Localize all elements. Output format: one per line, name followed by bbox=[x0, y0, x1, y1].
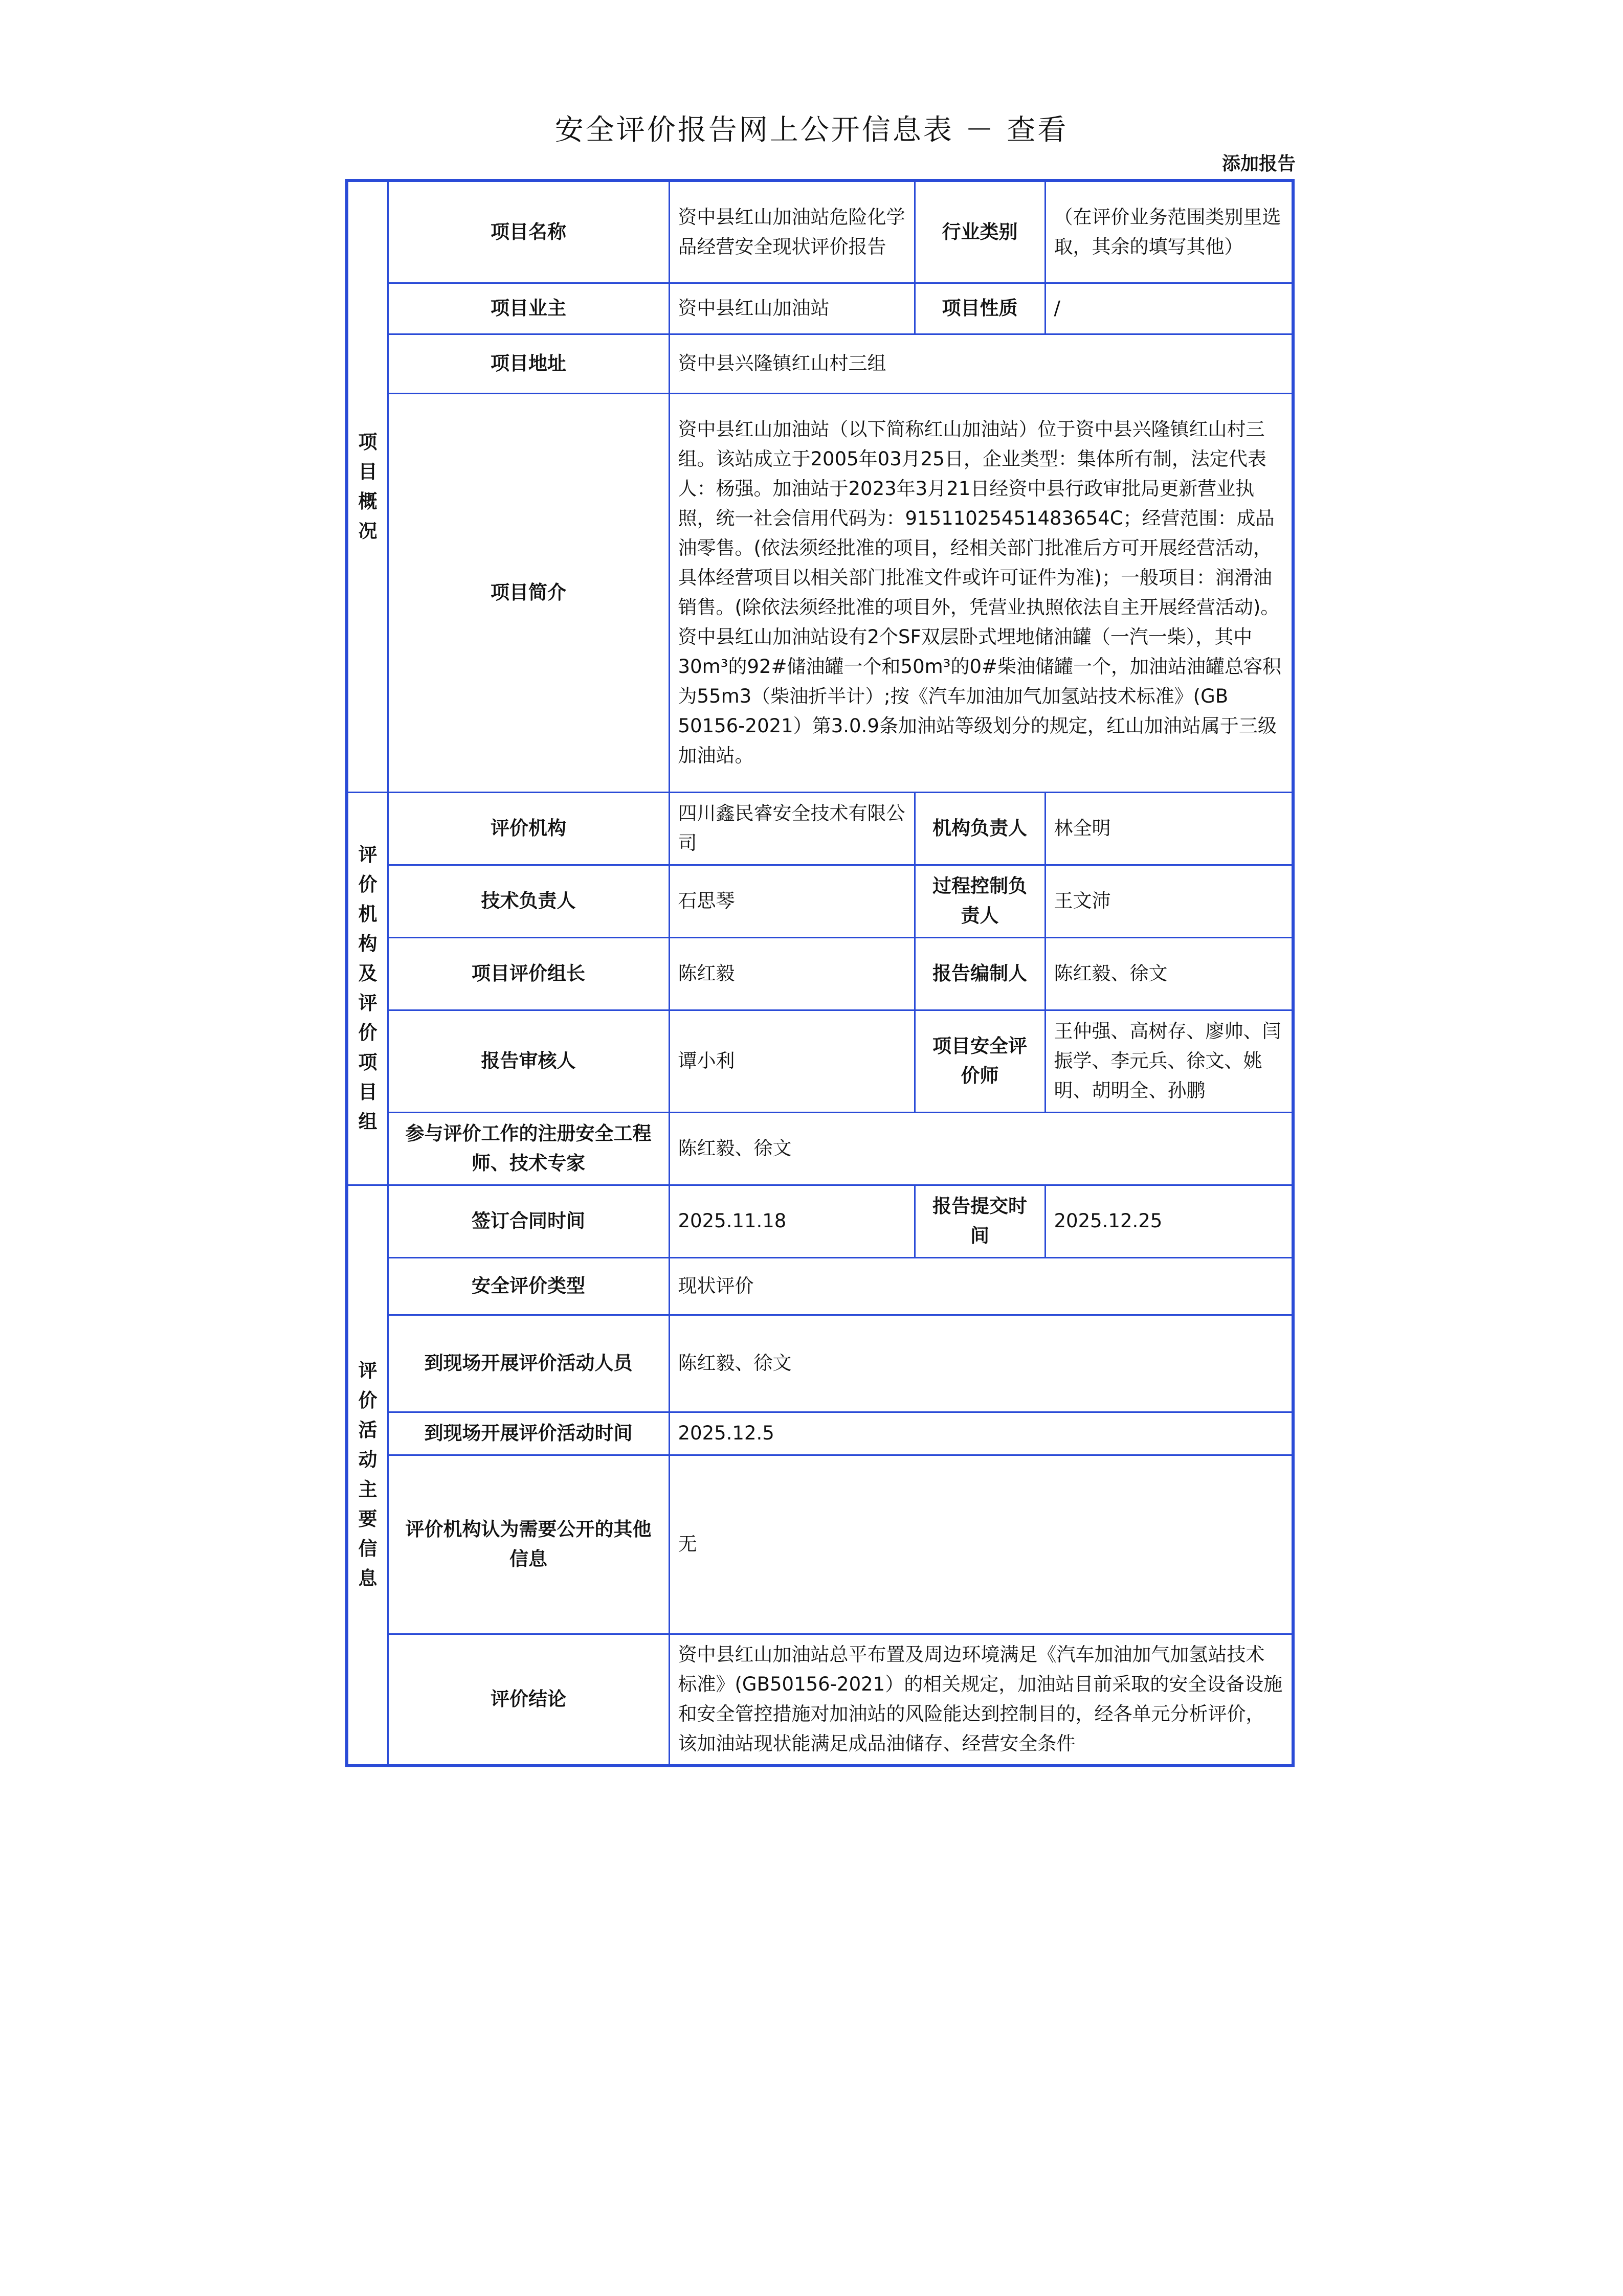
conclusion-label: 评价结论 bbox=[388, 1634, 669, 1766]
eval-type-label: 安全评价类型 bbox=[388, 1257, 669, 1315]
site-time-label: 到现场开展评价活动时间 bbox=[388, 1412, 669, 1455]
evaluators-label: 项目安全评价师 bbox=[915, 1010, 1045, 1112]
submit-date-value: 2025.12.25 bbox=[1045, 1185, 1293, 1257]
intro-value bbox=[669, 393, 1293, 792]
experts-value: 陈红毅、徐文 bbox=[669, 1112, 1293, 1185]
evaluators-value: 王仲强、高树存、廖帅、闫振学、李元兵、徐文、姚明、胡明全、孙鹏 bbox=[1045, 1010, 1293, 1112]
reviewer-label: 报告审核人 bbox=[388, 1010, 669, 1112]
owner-label: 项目业主 bbox=[388, 283, 669, 334]
writer-label: 报告编制人 bbox=[915, 937, 1045, 1010]
agency-value: 四川鑫民睿安全技术有限公司 bbox=[669, 792, 915, 865]
intro-label: 项目简介 bbox=[388, 393, 669, 792]
section-org: 评价机构及评价项目组 bbox=[347, 792, 388, 1185]
nature-label: 项目性质 bbox=[915, 283, 1045, 334]
project-name-value: 资中县红山加油站危险化学品经营安全现状评价报告 bbox=[669, 181, 915, 283]
site-people-label: 到现场开展评价活动人员 bbox=[388, 1315, 669, 1412]
site-time-value: 2025.12.5 bbox=[669, 1412, 1293, 1455]
add-report-link[interactable]: 添加报告 bbox=[1221, 153, 1296, 174]
nature-value: / bbox=[1045, 283, 1293, 334]
other-info-label: 评价机构认为需要公开的其他信息 bbox=[388, 1455, 669, 1634]
project-name-label: 项目名称 bbox=[388, 181, 669, 283]
submit-date-label: 报告提交时间 bbox=[915, 1185, 1045, 1257]
agency-label: 评价机构 bbox=[388, 792, 669, 865]
tech-head-value: 石思琴 bbox=[669, 865, 915, 937]
agency-head-label: 机构负责人 bbox=[915, 792, 1045, 865]
info-table bbox=[345, 179, 1295, 1767]
writer-value: 陈红毅、徐文 bbox=[1045, 937, 1293, 1010]
contract-date-value: 2025.11.18 bbox=[669, 1185, 915, 1257]
section-activity: 评价活动主要信息 bbox=[347, 1185, 388, 1766]
intro-paragraph-1: 资中县红山加油站（以下简称红山加油站）位于资中县兴隆镇红山村三组。该站成立于2005年03月25日，企业类型：集体所有制，法定代表人：杨强。加油站于2023年3月21日经资中县行政审批局更新营业执照，统一社会信用代码为：91511025451483654C；经营范围：成品油零售。(依法须经批准的项目，经相关部门批准后方可开展经营活动，具体经营项目以相关部门批准文件或许可证件为准)；一般项目：润滑油销售。(除依法须经批准的项目外，凭营业执照依法自主开展经营活动)。 bbox=[678, 418, 1280, 618]
intro-paragraph-2: 资中县红山加油站设有2个SF双层卧式埋地储油罐（一汽一柴），其中30m³的92#储油罐一个和50m³的0#柴油储罐一个，加油站油罐总容积为55m3（柴油折半计）;按《汽车加油加气加氢站技术标准》(GB 50156-2021）第3.0.9条加油站等级划分的规定，红山加油站属于三级加油站。 bbox=[678, 626, 1282, 767]
tech-head-label: 技术负责人 bbox=[388, 865, 669, 937]
conclusion-value: 资中县红山加油站总平布置及周边环境满足《汽车加油加气加氢站技术标准》(GB50156-2021）的相关规定，加油站目前采取的安全设备设施和安全管控措施对加油站的风险能达到控制目的，经各单元分析评价，该加油站现状能满足成品油储存、经营安全条件 bbox=[669, 1634, 1293, 1766]
eval-type-value: 现状评价 bbox=[669, 1257, 1293, 1315]
contract-date-label: 签订合同时间 bbox=[388, 1185, 669, 1257]
site-people-value: 陈红毅、徐文 bbox=[669, 1315, 1293, 1412]
industry-label: 行业类别 bbox=[915, 181, 1045, 283]
address-label: 项目地址 bbox=[388, 334, 669, 393]
page-title: 安全评价报告网上公开信息表 － 查看 bbox=[554, 114, 1069, 147]
leader-value: 陈红毅 bbox=[669, 937, 915, 1010]
agency-head-value: 林全明 bbox=[1045, 792, 1293, 865]
section-overview: 项目概况 bbox=[347, 181, 388, 792]
owner-value: 资中县红山加油站 bbox=[669, 283, 915, 334]
leader-label: 项目评价组长 bbox=[388, 937, 669, 1010]
reviewer-value: 谭小利 bbox=[669, 1010, 915, 1112]
address-value: 资中县兴隆镇红山村三组 bbox=[669, 334, 1293, 393]
other-info-value: 无 bbox=[669, 1455, 1293, 1634]
process-head-label: 过程控制负责人 bbox=[915, 865, 1045, 937]
process-head-value: 王文沛 bbox=[1045, 865, 1293, 937]
industry-value: （在评价业务范围类别里选取，其余的填写其他） bbox=[1045, 181, 1293, 283]
experts-label: 参与评价工作的注册安全工程师、技术专家 bbox=[388, 1112, 669, 1185]
